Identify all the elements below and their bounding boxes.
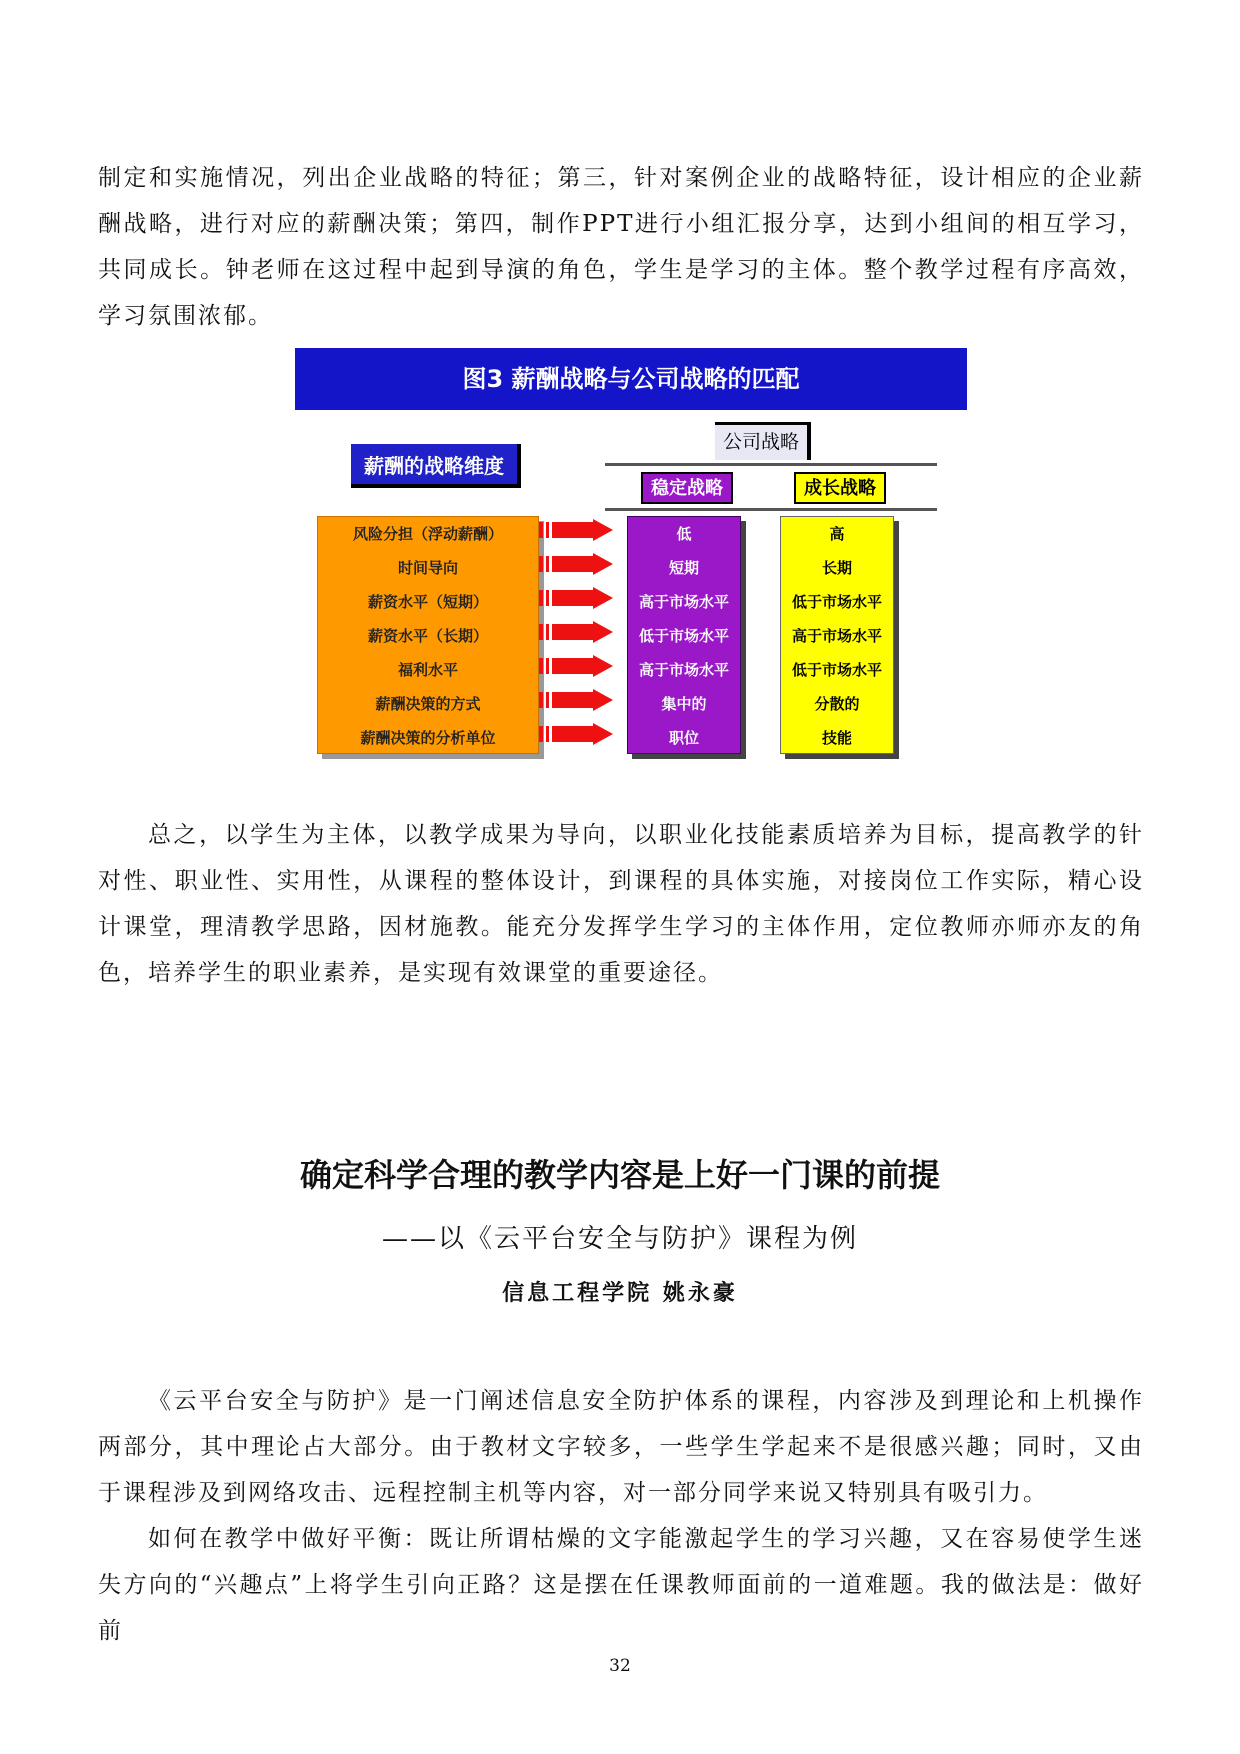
arrow-icon [539, 553, 613, 575]
stable-cell: 低 [676, 525, 692, 543]
arrow-icon [539, 655, 613, 677]
paragraph-conclusion: 总之，以学生为主体，以教学成果为导向，以职业化技能素质培养为目标，提高教学的针对性、职业性、实用性，从课程的整体设计，到课程的具体实施，对接岗位工作实际，精心设计课堂，理清教学思路，因材施教。能充分发挥学生学习的主体作用，定位教师亦师亦友的角色，培养学生的职业素养，是实现有效课堂的重要途径。 [98, 822, 1144, 986]
growth-strategy-label: 成长战略 [794, 472, 886, 504]
growth-cell: 低于市场水平 [791, 661, 882, 679]
figure-compensation-strategy-match [295, 348, 967, 763]
stable-cell: 短期 [668, 559, 699, 577]
growth-cell: 高 [829, 525, 845, 543]
divider-line [605, 463, 937, 466]
dimension-cell: 风险分担（浮动薪酬） [352, 525, 503, 543]
growth-cell: 低于市场水平 [791, 593, 882, 611]
arrow-icon [539, 519, 613, 541]
stable-cell: 高于市场水平 [638, 661, 729, 679]
paragraph-teaching-balance: 如何在教学中做好平衡：既让所谓枯燥的文字能激起学生的学习兴趣，又在容易使学生迷失方向的“兴趣点”上将学生引向正路？这是摆在任课教师面前的一道难题。我的做法是：做好前 [98, 1526, 1144, 1644]
growth-strategy-column [780, 516, 894, 754]
company-strategy-label: 公司战略 [715, 422, 811, 460]
growth-cell: 技能 [821, 729, 852, 747]
article-subtitle: ——以《云平台安全与防护》课程为例 [381, 1224, 858, 1254]
stable-strategy-label: 稳定战略 [641, 472, 733, 504]
dimension-cell: 薪资水平（长期） [367, 627, 488, 645]
dimension-cell: 薪资水平（短期） [367, 593, 488, 611]
growth-cell: 高于市场水平 [791, 627, 882, 645]
growth-cell: 分散的 [814, 695, 860, 713]
arrow-icon [539, 723, 613, 745]
compensation-dimension-label: 薪酬的战略维度 [351, 444, 521, 488]
figure-title: 图3 薪酬战略与公司战略的匹配 [295, 348, 967, 410]
stable-cell: 集中的 [661, 695, 707, 713]
article-title: 确定科学合理的教学内容是上好一门课的前提 [299, 1156, 940, 1194]
dimension-column [317, 516, 539, 754]
stable-cell: 高于市场水平 [638, 593, 729, 611]
arrow-icon [539, 621, 613, 643]
dimension-cell: 时间导向 [397, 559, 458, 577]
paragraph-case-steps: 制定和实施情况，列出企业战略的特征；第三，针对案例企业的战略特征，设计相应的企业薪酬战略，进行对应的薪酬决策；第四，制作PPT进行小组汇报分享，达到小组间的相互学习，共同成长。钟老师在这过程中起到导演的角色，学生是学习的主体。整个教学过程有序高效，学习氛围浓郁。 [98, 165, 1144, 329]
dimension-cell: 福利水平 [397, 661, 458, 679]
page-number: 32 [609, 1656, 631, 1676]
arrow-icon [539, 689, 613, 711]
arrow-icon [539, 587, 613, 609]
growth-cell: 长期 [821, 559, 852, 577]
divider-line [605, 508, 937, 511]
dimension-cell: 薪酬决策的方式 [375, 695, 481, 713]
article-author: 信息工程学院 姚永豪 [502, 1280, 738, 1306]
dimension-cell: 薪酬决策的分析单位 [360, 729, 496, 747]
paragraph-course-intro: 《云平台安全与防护》是一门阐述信息安全防护体系的课程，内容涉及到理论和上机操作两部分，其中理论占大部分。由于教材文字较多，一些学生学起来不是很感兴趣；同时，又由于课程涉及到网络攻击、远程控制主机等内容，对一部分同学来说又特别具有吸引力。 [98, 1388, 1144, 1506]
stable-cell: 职位 [668, 729, 699, 747]
stable-strategy-column [627, 516, 741, 754]
stable-cell: 低于市场水平 [638, 627, 729, 645]
